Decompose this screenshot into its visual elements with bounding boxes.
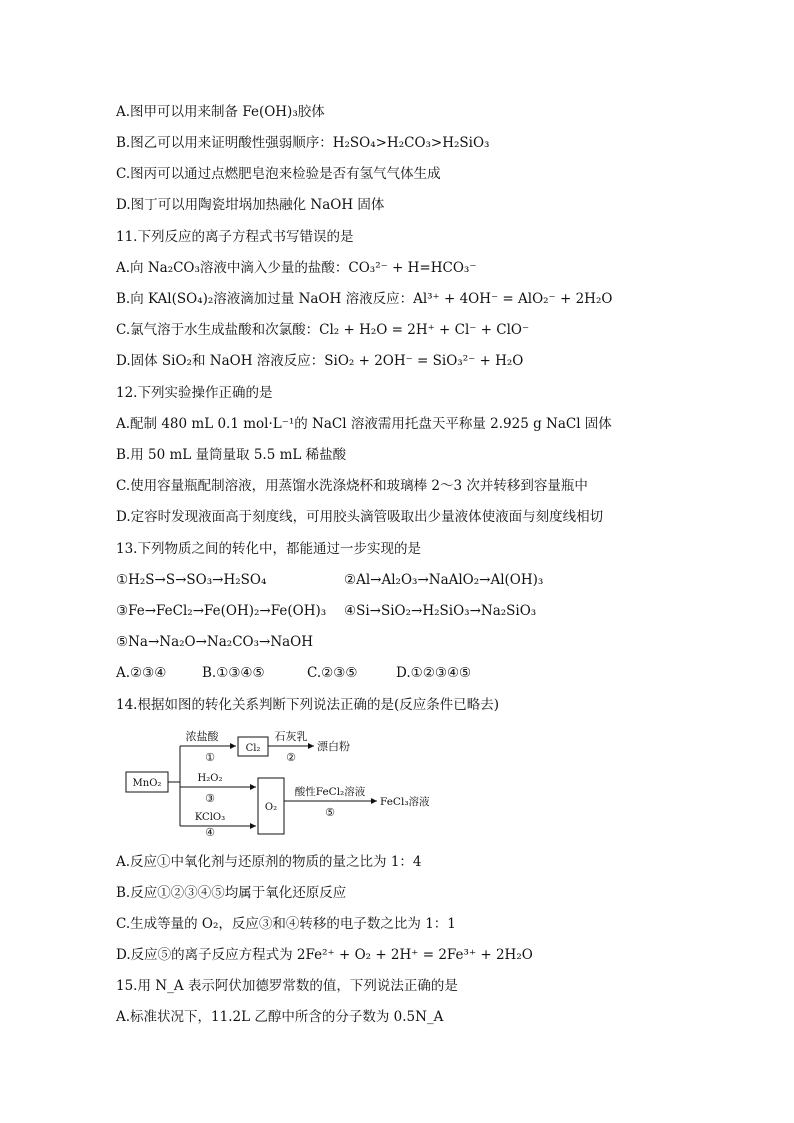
- q12-option-a: A.配制 480 mL 0.1 mol·L⁻¹的 NaCl 溶液需用托盘天平称量 2.925 g NaCl 固体: [116, 416, 612, 432]
- q13-item-2: ②Al→Al₂O₃→NaAlO₂→Al(OH)₃: [344, 572, 544, 588]
- cl2-label: Cl₂: [245, 743, 261, 754]
- q10-option-a: A.图甲可以用来制备 Fe(OH)₃胶体: [116, 104, 325, 120]
- reagent-acid-fecl2: 酸性FeCl₂溶液: [294, 786, 366, 798]
- q11-option-d: D.固体 SiO₂和 NaOH 溶液反应：SiO₂ + 2OH⁻ = SiO₃²⁻ + H₂O: [116, 353, 524, 369]
- q10-option-d: D.图丁可以用陶瓷坩埚加热融化 NaOH 固体: [116, 197, 385, 213]
- q13-item-3: ③Fe→FeCl₂→Fe(OH)₂→Fe(OH)₃: [116, 603, 327, 619]
- q12-stem: 12.下列实验操作正确的是: [116, 385, 273, 401]
- product-bleach: 漂白粉: [317, 740, 350, 753]
- conversion-diagram: [124, 724, 454, 839]
- step-2-label: ②: [286, 751, 296, 764]
- reagent-lime-milk: 石灰乳: [274, 730, 308, 743]
- q12-option-c: C.使用容量瓶配制溶液，用蒸馏水洗涤烧杯和玻璃棒 2～3 次并转移到容量瓶中: [116, 478, 588, 494]
- q14-stem: 14.根据如图的转化关系判断下列说法正确的是(反应条件已略去): [116, 697, 500, 713]
- q13-option-a: A.②③④: [116, 665, 167, 681]
- q13-item-4: ④Si→SiO₂→H₂SiO₃→Na₂SiO₃: [344, 603, 537, 619]
- q11-option-c: C.氯气溶于水生成盐酸和次氯酸：Cl₂ + H₂O = 2H⁺ + Cl⁻ + ClO⁻: [116, 322, 530, 338]
- q13-item-5: ⑤Na→Na₂O→Na₂CO₃→NaOH: [116, 634, 314, 650]
- o2-label: O₂: [264, 802, 278, 813]
- q14-option-d: D.反应⑤的离子反应方程式为 2Fe²⁺ + O₂ + 2H⁺ = 2Fe³⁺ + 2H₂O: [116, 947, 533, 963]
- q13-item-1: ①H₂S→S→SO₃→H₂SO₄: [116, 572, 267, 588]
- step-4-label: ④: [205, 826, 215, 839]
- step-3-label: ③: [205, 792, 215, 805]
- q13-option-c: C.②③⑤: [307, 665, 358, 681]
- reagent-conc-hcl: 浓盐酸: [185, 730, 219, 743]
- reagent-h2o2: H₂O₂: [197, 773, 223, 784]
- q14-option-b: B.反应①②③④⑤均属于氧化还原反应: [116, 885, 347, 901]
- q10-option-c: C.图丙可以通过点燃肥皂泡来检验是否有氢气气体生成: [116, 166, 441, 182]
- q13-stem: 13.下列物质之间的转化中，都能通过一步实现的是: [116, 541, 421, 557]
- q13-option-d: D.①②③④⑤: [396, 665, 472, 681]
- q15-stem: 15.用 N_A 表示阿伏加德罗常数的值，下列说法正确的是: [116, 978, 458, 994]
- step-1-label: ①: [205, 751, 215, 764]
- q10-option-b: B.图乙可以用来证明酸性强弱顺序：H₂SO₄>H₂CO₃>H₂SiO₃: [116, 135, 490, 151]
- reagent-kclo3: KClO₃: [194, 812, 226, 823]
- q12-option-d: D.定容时发现液面高于刻度线，可用胶头滴管吸取出少量液体使液面与刻度线相切: [116, 509, 604, 525]
- q11-stem: 11.下列反应的离子方程式书写错误的是: [116, 229, 354, 245]
- q14-option-c: C.生成等量的 O₂，反应③和④转移的电子数之比为 1：1: [116, 916, 456, 932]
- q11-option-a: A.向 Na₂CO₃溶液中滴入少量的盐酸：CO₃²⁻ + H=HCO₃⁻: [116, 260, 477, 276]
- q12-option-b: B.用 50 mL 量筒量取 5.5 mL 稀盐酸: [116, 447, 347, 463]
- q14-option-a: A.反应①中氧化剂与还原剂的物质的量之比为 1：4: [116, 854, 422, 870]
- mno2-label: MnO₂: [132, 778, 162, 789]
- product-fecl3: FeCl₃溶液: [380, 796, 430, 808]
- q15-option-a: A.标准状况下，11.2L 乙醇中所含的分子数为 0.5N_A: [116, 1009, 444, 1025]
- q11-option-b: B.向 KAl(SO₄)₂溶液滴加过量 NaOH 溶液反应：Al³⁺ + 4OH⁻ = AlO₂⁻ + 2H₂O: [116, 291, 613, 307]
- q13-option-b: B.①③④⑤: [202, 665, 265, 681]
- step-5-label: ⑤: [325, 806, 335, 819]
